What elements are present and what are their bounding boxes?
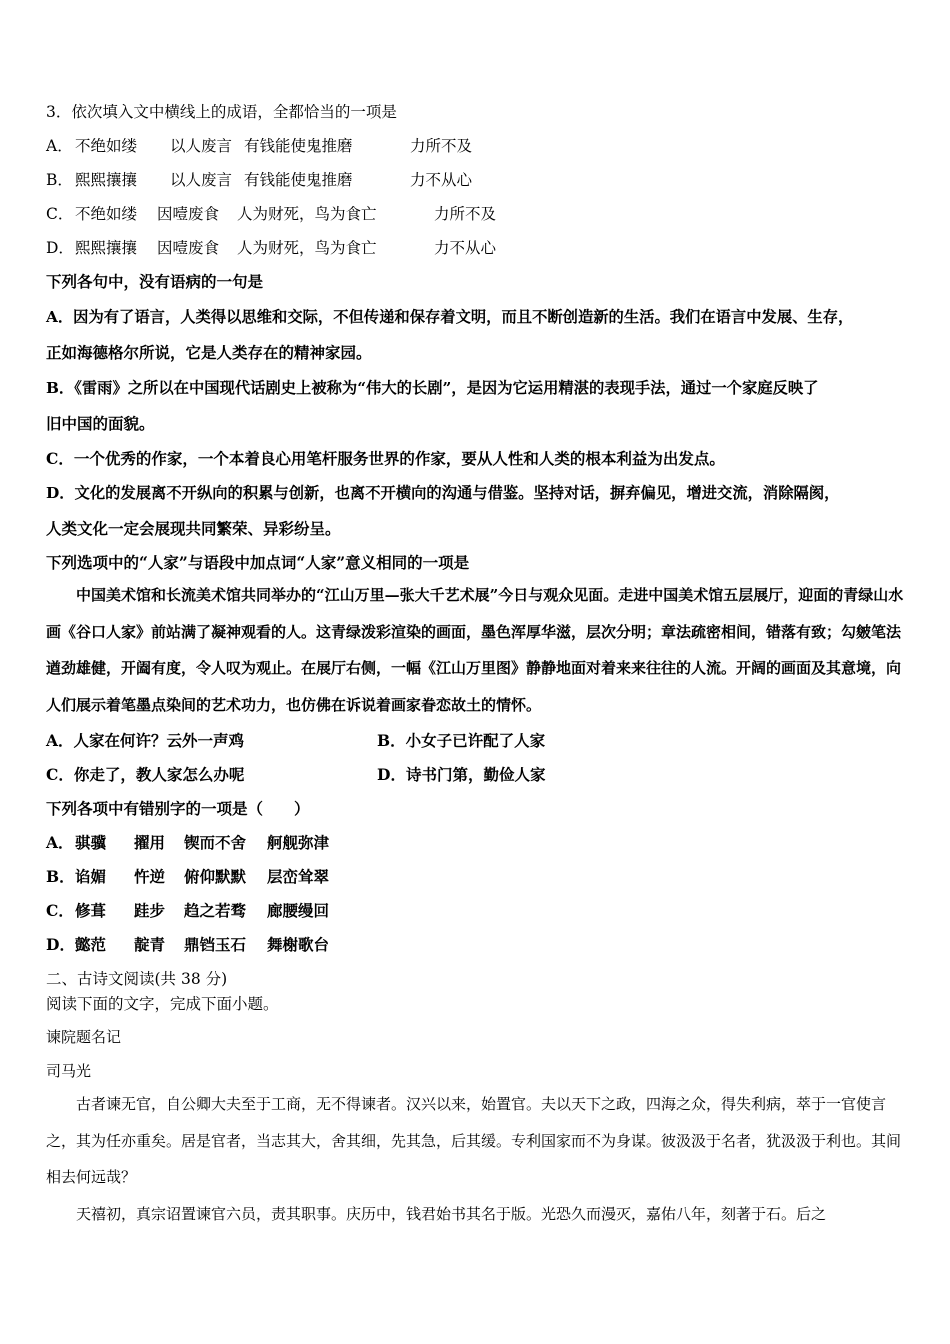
q3-option-d xyxy=(46,238,496,258)
idiom-3: 有钱能使鬼推磨 xyxy=(244,137,353,155)
q3-option-c xyxy=(46,204,496,224)
q5-passage xyxy=(46,577,908,723)
word-1: 骐骥 xyxy=(75,833,107,852)
essay-author: 司马光 xyxy=(46,1062,92,1080)
idiom-1: 不绝如缕 xyxy=(75,137,138,155)
section-instruction: 阅读下面的文字，完成下面小题。 xyxy=(46,995,279,1013)
q3-option-b xyxy=(46,170,472,190)
option-letter: A． xyxy=(46,137,73,155)
q4-option-d-line2: 人类文化一定会展现共同繁荣、异彩纷呈。 xyxy=(46,519,341,538)
q4-option-c: C．一个优秀的作家，一个本着良心用笔杆服务世界的作家，要从人性和人类的根本利益为出发点。 xyxy=(46,449,725,468)
option-letter: B． xyxy=(46,867,75,886)
q4-stem: 下列各句中，没有语病的一句是 xyxy=(46,272,264,291)
idiom-1: 不绝如缕 xyxy=(75,205,138,223)
q3-option-a xyxy=(46,136,472,156)
idiom-3: 人为财死，鸟为食亡 xyxy=(237,239,377,257)
idiom-4: 力所不及 xyxy=(410,137,473,155)
essay-body xyxy=(46,1086,908,1232)
idiom-2: 以人废言 xyxy=(170,171,233,189)
essay-paragraph-2: 天禧初，真宗诏置谏官六员，责其职事。庆历中，钱君始书其名于版。光恐久而漫灭，嘉佑八年，刻著于石。后之 xyxy=(76,1204,827,1223)
q5-option-b: B．小女子已许配了人家 xyxy=(377,731,546,750)
q4-option-b-line1: B．《雷雨》之所以在中国现代话剧史上被称为“伟大的长剧”，是因为它运用精湛的表现手法，通过一个家庭反映了 xyxy=(46,379,819,397)
section-heading: 二、古诗文阅读(共 38 分) xyxy=(46,970,228,988)
word-3: 锲而不舍 xyxy=(184,833,247,852)
word-3: 趋之若骛 xyxy=(184,901,247,920)
q6-option-d xyxy=(46,935,329,955)
q4-option-a-line2: 正如海德格尔所说，它是人类存在的精神家园。 xyxy=(46,343,372,362)
q4-option-d-line1: D．文化的发展离不开纵向的积累与创新，也离不开横向的沟通与借鉴。坚持对话，摒弃偏见，增进交流，消除隔阂， xyxy=(46,484,840,502)
option-letter: B． xyxy=(46,171,73,189)
idiom-2: 因噎废食 xyxy=(157,205,220,223)
word-1: 懿范 xyxy=(75,935,107,954)
word-2: 忤逆 xyxy=(134,867,166,886)
option-letter: C． xyxy=(46,901,74,920)
idiom-3: 有钱能使鬼推磨 xyxy=(244,171,353,189)
q6-option-c xyxy=(46,901,329,921)
option-letter: A． xyxy=(46,833,74,852)
q5-option-d: D．诗书门第，勤俭人家 xyxy=(377,765,546,784)
word-2: 擢用 xyxy=(134,833,166,852)
q3-stem: 3．依次填入文中横线上的成语，全都恰当的一项是 xyxy=(46,103,397,121)
option-letter: D． xyxy=(46,935,75,954)
word-1: 修葺 xyxy=(75,901,107,920)
idiom-4: 力所不及 xyxy=(434,205,497,223)
word-2: 靛青 xyxy=(134,935,166,954)
idiom-1: 熙熙攘攘 xyxy=(75,171,138,189)
q4-option-b-line2: 旧中国的面貌。 xyxy=(46,414,155,433)
essay-title: 谏院题名记 xyxy=(46,1028,122,1046)
q5-option-c: C．你走了，教人家怎么办呢 xyxy=(46,765,245,784)
word-2: 跬步 xyxy=(134,901,166,920)
option-letter: D． xyxy=(46,239,74,257)
q6-stem: 下列各项中有错别字的一项是（ ） xyxy=(46,799,310,818)
passage-text: 中国美术馆和长流美术馆共同举办的“江山万里—张大千艺术展”今日与观众见面。走进中国美术馆五层展厅，迎面的青绿山水画《谷口人家》前站满了凝神观看的人。这青绿泼彩渲染的画面，墨色浑厚华滋，层次分明；章法疏密相间，错落有致；勾皴笔法遒劲雄健，开阖有度，令人叹为观止。在展厅右侧，一幅《江山万里图》静静地面对着来来往往的人流。开阔的画面及其意境，向人们展示着笔墨点染间的艺术功力，也仿佛在诉说着画家眷恋故土的情怀。 xyxy=(46,586,904,714)
word-3: 鼎铛玉石 xyxy=(184,935,247,954)
option-letter: C． xyxy=(46,205,74,223)
word-4: 舸舰弥津 xyxy=(267,833,330,852)
idiom-1: 熙熙攘攘 xyxy=(75,239,138,257)
q4-option-a-line1: A．因为有了语言，人类得以思维和交际，不但传递和保存着文明，而且不断创造新的生活。我们在语言中发展、生存， xyxy=(46,308,854,326)
word-4: 舞榭歌台 xyxy=(267,935,330,954)
word-4: 层峦耸翠 xyxy=(267,867,330,886)
word-3: 俯仰默默 xyxy=(184,867,247,886)
word-4: 廊腰缦回 xyxy=(267,901,330,920)
essay-paragraph-1: 古者谏无官，自公卿大夫至于工商，无不得谏者。汉兴以来，始置官。夫以天下之政，四海之众，得失利病，萃于一官使言之，其为任亦重矣。居是官者，当志其大，舍其细，先其急，后其缓。专利国家而不为身谋。彼汲汲于名者，犹汲汲于利也。其间相去何远哉？ xyxy=(46,1095,902,1186)
idiom-4: 力不从心 xyxy=(410,171,473,189)
q6-option-b xyxy=(46,867,329,887)
idiom-2: 以人废言 xyxy=(170,137,233,155)
q5-option-a: A．人家在何许？云外一声鸡 xyxy=(46,731,245,750)
q5-stem: 下列选项中的“人家”与语段中加点词“人家”意义相同的一项是 xyxy=(46,553,470,572)
word-1: 谄媚 xyxy=(75,867,107,886)
idiom-2: 因噎废食 xyxy=(157,239,220,257)
idiom-4: 力不从心 xyxy=(434,239,497,257)
idiom-3: 人为财死，鸟为食亡 xyxy=(237,205,377,223)
q6-option-a xyxy=(46,833,329,853)
